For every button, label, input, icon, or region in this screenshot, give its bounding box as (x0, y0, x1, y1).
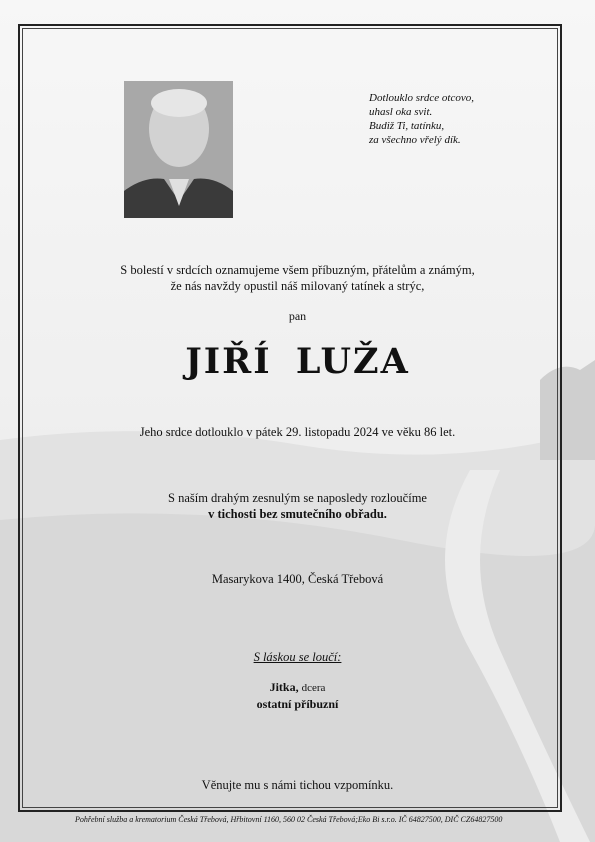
remembrance-line: Věnujte mu s námi tichou vzpomínku. (201, 778, 394, 792)
poem-line: Dotlouklo srdce otcovo, (369, 92, 474, 104)
farewell-line-bold: v tichosti bez smutečního obřadu. (208, 507, 387, 521)
poem-line: Budiž Ti, tatínku, (369, 120, 445, 132)
address: Masarykova 1400, Česká Třebová (211, 572, 384, 586)
poem-line: uhasl oka svit. (369, 106, 433, 118)
death-statement: Jeho srdce dotlouklo v pátek 29. listopadu 2024 ve věku 86 let. (139, 425, 456, 439)
poem (369, 91, 519, 147)
mourners-heading: S láskou se loučí: (253, 650, 342, 664)
mourner-name: Jitka, (269, 680, 299, 694)
mourner-relation: dcera (301, 682, 326, 694)
mourners-list (0, 679, 595, 712)
title-pan: pan (288, 309, 307, 323)
intro-line: S bolestí v srdcích oznamujeme všem příbuzným, přátelům a známým, (120, 263, 475, 277)
portrait-photo (124, 81, 233, 218)
intro-line: že nás navždy opustil náš milovaný tatínek a strýc, (170, 279, 425, 293)
farewell-notice (0, 490, 595, 522)
mourner-item (0, 679, 595, 696)
deceased-name: JIŘÍ LUŽA (185, 341, 410, 382)
farewell-line: S naším drahým zesnulým se naposledy rozloučíme (168, 491, 427, 505)
poem-line: za všechno vřelý dík. (369, 134, 461, 146)
funeral-service-footer: Pohřební služba a krematorium Česká Třebová, Hřbitovní 1160, 560 02 Česká Třebová;Eko Bi s.r.o. IČ 64827500, DIČ CZ64827500 (75, 815, 503, 824)
mourner-item (0, 696, 595, 712)
announcement-text (0, 262, 595, 294)
mourner-name: ostatní příbuzní (256, 697, 339, 711)
